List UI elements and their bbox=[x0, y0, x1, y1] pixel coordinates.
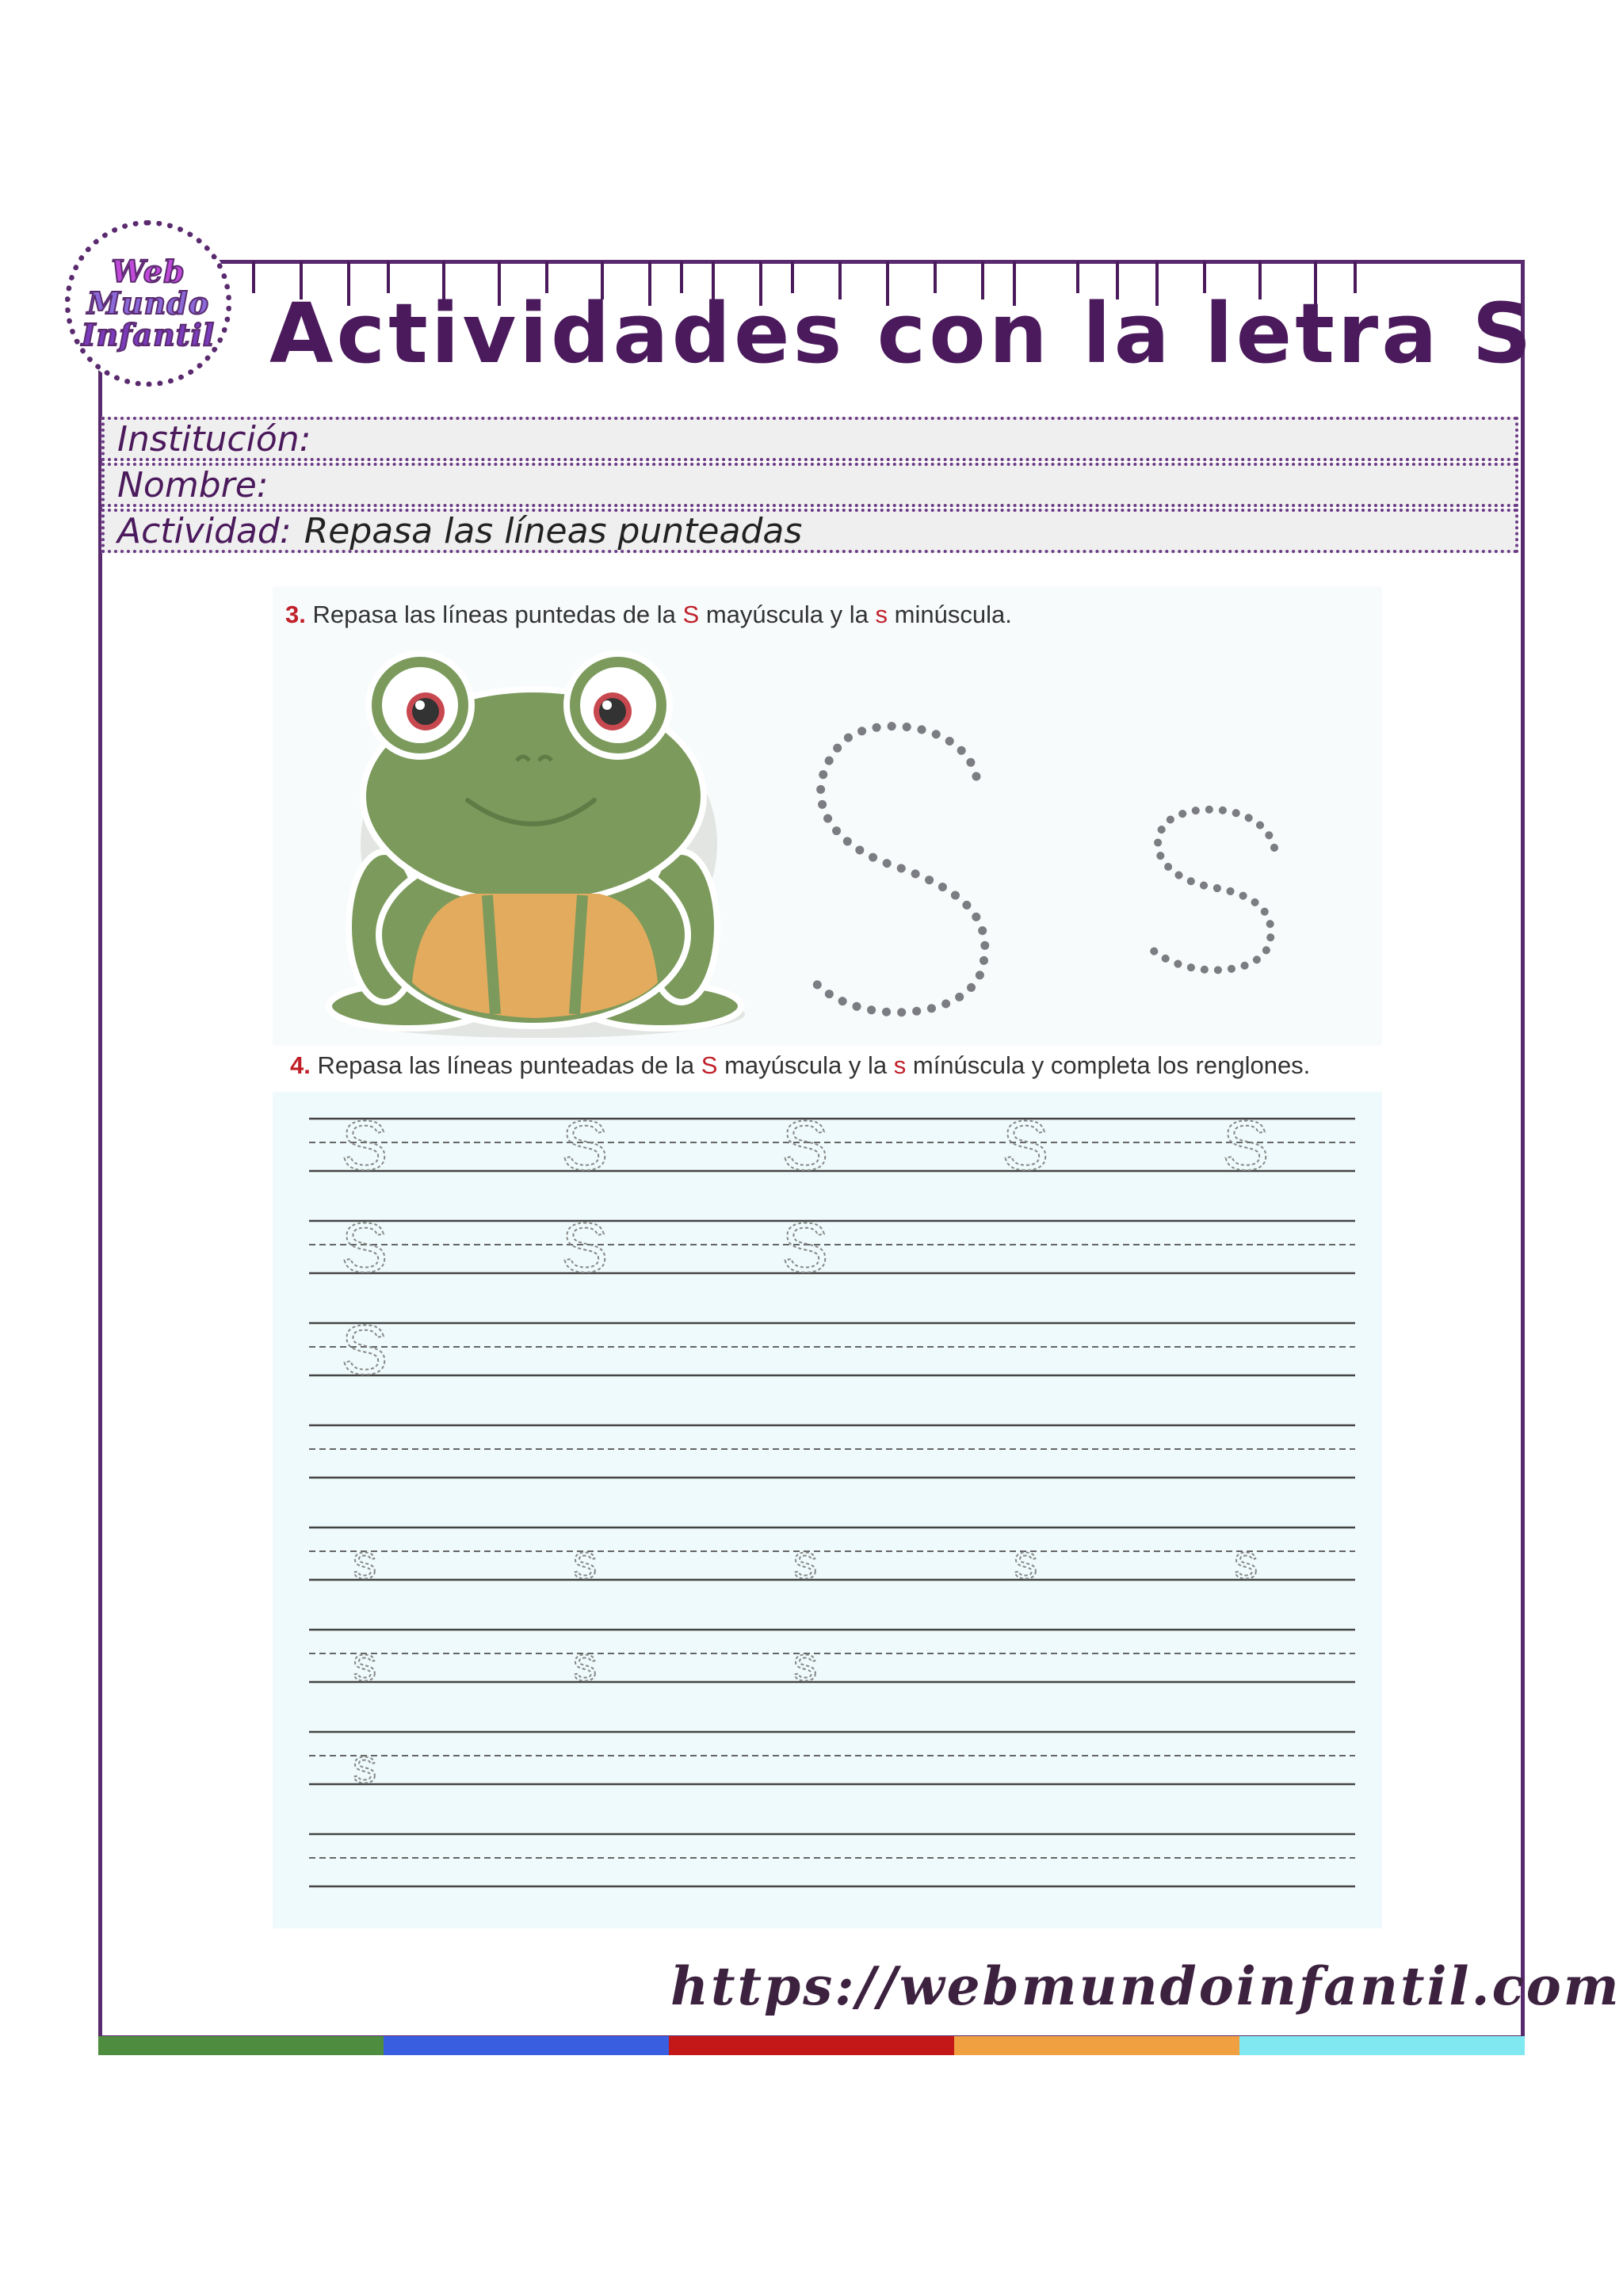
institucion-field[interactable] bbox=[101, 417, 1518, 461]
tracing-letter: s bbox=[353, 1740, 376, 1793]
tracing-letter: S bbox=[341, 1208, 388, 1287]
exercise3-number: 3. bbox=[285, 601, 306, 628]
logo-line-2: Mundo bbox=[86, 285, 210, 321]
footer-url[interactable]: https://webmundoinfantil.com bbox=[670, 1955, 1621, 2017]
exercise3-instruction bbox=[285, 601, 1012, 629]
exercise4-instruction bbox=[290, 1051, 1310, 1080]
tracing-letter: S bbox=[1222, 1106, 1270, 1184]
page-title: Actividades con la letra S bbox=[269, 285, 1535, 382]
exercise4-lower-letter: s bbox=[893, 1051, 907, 1079]
tracing-letter: S bbox=[781, 1208, 829, 1287]
exercise3-text-2: mayúscula y la bbox=[705, 601, 869, 628]
exercise4-text-2: mayúscula y la bbox=[724, 1051, 888, 1079]
logo-badge bbox=[65, 220, 231, 387]
nombre-field[interactable] bbox=[101, 463, 1518, 507]
exercise3-upper-letter: S bbox=[682, 601, 700, 628]
exercise4-text-1: Repasa las líneas punteadas de la bbox=[317, 1051, 695, 1079]
exercise4-number: 4. bbox=[290, 1051, 311, 1079]
logo-line-1: Web bbox=[111, 254, 185, 289]
tracing-letter: s bbox=[1234, 1535, 1258, 1589]
exercise4-upper-letter: S bbox=[701, 1051, 718, 1079]
tracing-letter: s bbox=[793, 1638, 817, 1691]
actividad-value: Repasa las líneas punteadas bbox=[304, 510, 803, 551]
tracing-letter: S bbox=[341, 1106, 388, 1184]
nombre-label: Nombre: bbox=[117, 464, 269, 505]
exercise4-text-3: mínúscula y completa los renglones. bbox=[912, 1051, 1311, 1079]
tracing-letter: s bbox=[573, 1638, 597, 1691]
tracing-letter: S bbox=[561, 1208, 609, 1287]
color-stripe bbox=[954, 2036, 1239, 2055]
tracing-letter: s bbox=[353, 1535, 376, 1589]
exercise3-lower-letter: s bbox=[875, 601, 888, 628]
color-stripe bbox=[669, 2036, 954, 2055]
actividad-label: Actividad: bbox=[117, 510, 292, 551]
color-stripe-bar bbox=[98, 2036, 1525, 2055]
color-stripe bbox=[1239, 2036, 1525, 2055]
tracing-letter: S bbox=[341, 1310, 388, 1389]
color-stripe bbox=[98, 2036, 384, 2055]
exercise3-text-3: minúscula. bbox=[894, 601, 1012, 628]
institucion-label: Institución: bbox=[117, 418, 311, 460]
dotted-lowercase-s bbox=[1133, 800, 1292, 982]
tracing-letter: S bbox=[1002, 1106, 1049, 1184]
tracing-letter: S bbox=[561, 1106, 609, 1184]
frog-illustration bbox=[309, 642, 753, 1046]
logo-line-3: Infantil bbox=[81, 317, 216, 353]
tracing-letter: s bbox=[353, 1638, 376, 1691]
actividad-field bbox=[101, 509, 1518, 553]
color-stripe bbox=[384, 2036, 669, 2055]
dotted-uppercase-s bbox=[792, 713, 1014, 1030]
tracing-letter: s bbox=[793, 1535, 817, 1589]
tracing-letter: s bbox=[573, 1535, 597, 1589]
exercise3-text-1: Repasa las líneas puntedas de la bbox=[312, 601, 676, 628]
tracing-letter: s bbox=[1014, 1535, 1037, 1589]
tracing-letter: S bbox=[781, 1106, 829, 1184]
frog-belly bbox=[412, 894, 658, 1018]
tracing-lines-area[interactable] bbox=[309, 1106, 1355, 1917]
